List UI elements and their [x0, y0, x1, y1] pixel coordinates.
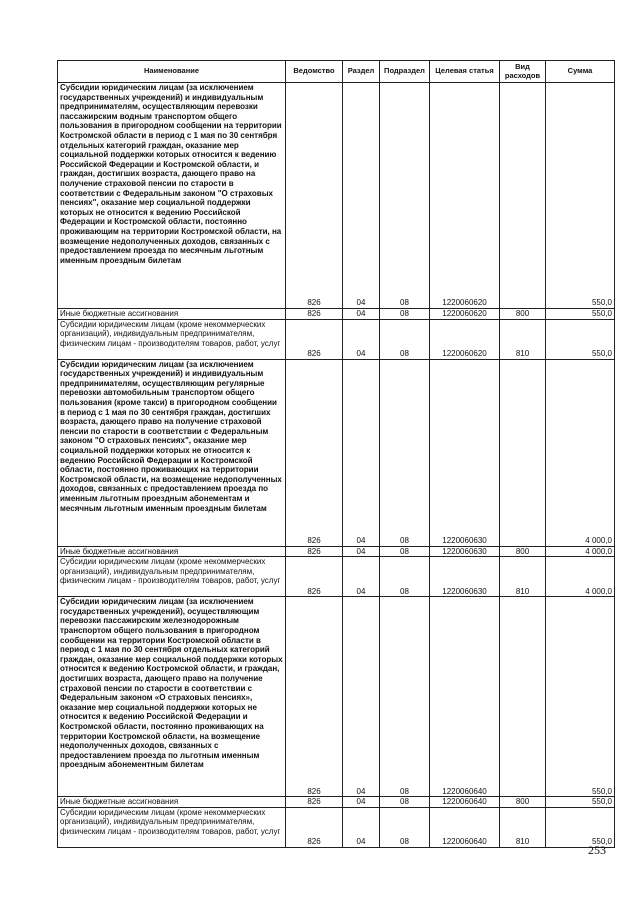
row-expense-type: [500, 597, 546, 797]
column-header-amount: Сумма: [546, 61, 615, 83]
row-subsection: 08: [380, 807, 430, 847]
row-name: Иные бюджетные ассигнования: [58, 309, 286, 320]
row-name: Иные бюджетные ассигнования: [58, 797, 286, 808]
row-department: 826: [286, 807, 343, 847]
column-header-name: Наименование: [58, 61, 286, 83]
row-subsection: 08: [380, 83, 430, 309]
row-target-item: 1220060620: [430, 309, 500, 320]
row-target-item: 1220060630: [430, 359, 500, 546]
row-department: 826: [286, 83, 343, 309]
row-subsection: 08: [380, 359, 430, 546]
table-row: [58, 309, 615, 320]
row-target-item: 1220060640: [430, 597, 500, 797]
row-target-item: 1220060630: [430, 557, 500, 597]
row-section: 04: [343, 309, 380, 320]
row-name: Субсидии юридическим лицам (за исключением государственных учреждений) и индивидуальным предпринимателям, осуществляющим перевозки пассажирским водным транспортом общего пользования в пригородном сообщении на территории Костромской области в период с 1 мая по 30 сентября отдельных категорий граждан, оказание мер социальной поддержки которых относится к ведению Российской Федерации и Костромской области, и граждан, достигших возраста, дающего право на получение страховой пенсии по старости в соответствии с Федеральным законом "О страховых пенсиях", оказание мер социальной поддержки которых не относится к ведению Российской Федерации и Костромской области, постоянно проживающим на территории Костромской области, на возмещение недополученных доходов, связанных с предоставлением проезда по месячным льготным именным проездным билетам: [58, 83, 286, 309]
row-name: Субсидии юридическим лицам (кроме некоммерческих организаций), индивидуальным предпринимателям, физическим лицам - производителям товаров, работ, услуг: [58, 557, 286, 597]
row-expense-type: 810: [500, 807, 546, 847]
row-target-item: 1220060620: [430, 319, 500, 359]
row-name: Субсидии юридическим лицам (кроме некоммерческих организаций), индивидуальным предпринимателям, физическим лицам - производителям товаров, работ, услуг: [58, 319, 286, 359]
table-row: [58, 546, 615, 557]
row-target-item: 1220060640: [430, 797, 500, 808]
row-amount: 4 000,0: [546, 557, 615, 597]
row-section: 04: [343, 319, 380, 359]
column-header-department: Ведомство: [286, 61, 343, 83]
table-row: [58, 557, 615, 597]
row-amount: 550,0: [546, 797, 615, 808]
table-row: [58, 597, 615, 797]
table-header-row: [58, 61, 615, 83]
row-name: Субсидии юридическим лицам (кроме некоммерческих организаций), индивидуальным предпринимателям, физическим лицам - производителям товаров, работ, услуг: [58, 807, 286, 847]
row-expense-type: [500, 359, 546, 546]
row-subsection: 08: [380, 797, 430, 808]
page-number: 253: [588, 843, 606, 857]
table-row: [58, 359, 615, 546]
row-section: 04: [343, 359, 380, 546]
row-section: 04: [343, 597, 380, 797]
row-name: Субсидии юридическим лицам (за исключением государственных учреждений) и индивидуальным предпринимателям, осуществляющим регулярные перевозки автомобильным транспортом общего пользования (кроме такси) в пригородном сообщении в период с 1 мая по 30 сентября граждан, достигших возраста, дающего право на получение страховой пенсии по старости в соответствии с Федеральным законом "О страховых пенсиях", оказание мер социальной поддержки которых не относится к ведению Российской Федерации и Костромской области, постоянно проживающих на территории Костромской области, на возмещение недополученных доходов, связанных с предоставлением проезда по именным льготным проездным абонементам и месячным льготным именным проездным билетам: [58, 359, 286, 546]
row-expense-type: 800: [500, 546, 546, 557]
row-section: 04: [343, 546, 380, 557]
row-target-item: 1220060630: [430, 546, 500, 557]
row-name: Субсидии юридическим лицам (за исключением государственных учреждений), осуществляющим перевозки пассажирским железнодорожным транспортом общего пользования в пригородном сообщении на территории Костромской области в период с 1 мая по 30 сентября отдельных категорий граждан, оказание мер социальной поддержки которых относится к ведению Костромской области, и граждан, достигших возраста, дающего право на получение страховой пенсии по старости в соответствии с Федеральным законом «О страховых пенсиях», оказание мер социальной поддержки которых не относится к ведению Российской Федерации и Костромской области, постоянно проживающих на территории Костромской области, на возмещение недополученных доходов, связанных с предоставлением проезда по льготным именным проездным абонементным билетам: [58, 597, 286, 797]
row-subsection: 08: [380, 309, 430, 320]
budget-table: [57, 60, 615, 848]
row-expense-type: 810: [500, 557, 546, 597]
column-header-target-item: Целевая статья: [430, 61, 500, 83]
row-department: 826: [286, 359, 343, 546]
column-header-subsection: Подраздел: [380, 61, 430, 83]
column-header-section: Раздел: [343, 61, 380, 83]
row-subsection: 08: [380, 546, 430, 557]
row-expense-type: 800: [500, 309, 546, 320]
row-expense-type: 800: [500, 797, 546, 808]
row-section: 04: [343, 807, 380, 847]
table-row: [58, 83, 615, 309]
row-name: Иные бюджетные ассигнования: [58, 546, 286, 557]
row-amount: 4 000,0: [546, 359, 615, 546]
row-department: 826: [286, 546, 343, 557]
table-row: [58, 807, 615, 847]
row-amount: 550,0: [546, 807, 615, 847]
row-subsection: 08: [380, 319, 430, 359]
row-expense-type: [500, 83, 546, 309]
row-section: 04: [343, 557, 380, 597]
row-subsection: 08: [380, 557, 430, 597]
row-section: 04: [343, 797, 380, 808]
column-header-expense-type: Вид расходов: [500, 61, 546, 83]
row-target-item: 1220060640: [430, 807, 500, 847]
row-amount: 550,0: [546, 309, 615, 320]
row-expense-type: 810: [500, 319, 546, 359]
table-row: [58, 319, 615, 359]
table-row: [58, 797, 615, 808]
row-department: 826: [286, 797, 343, 808]
row-department: 826: [286, 557, 343, 597]
row-amount: 4 000,0: [546, 546, 615, 557]
row-amount: 550,0: [546, 597, 615, 797]
row-section: 04: [343, 83, 380, 309]
row-amount: 550,0: [546, 319, 615, 359]
row-amount: 550,0: [546, 83, 615, 309]
row-target-item: 1220060620: [430, 83, 500, 309]
row-subsection: 08: [380, 597, 430, 797]
row-department: 826: [286, 597, 343, 797]
row-department: 826: [286, 309, 343, 320]
row-department: 826: [286, 319, 343, 359]
